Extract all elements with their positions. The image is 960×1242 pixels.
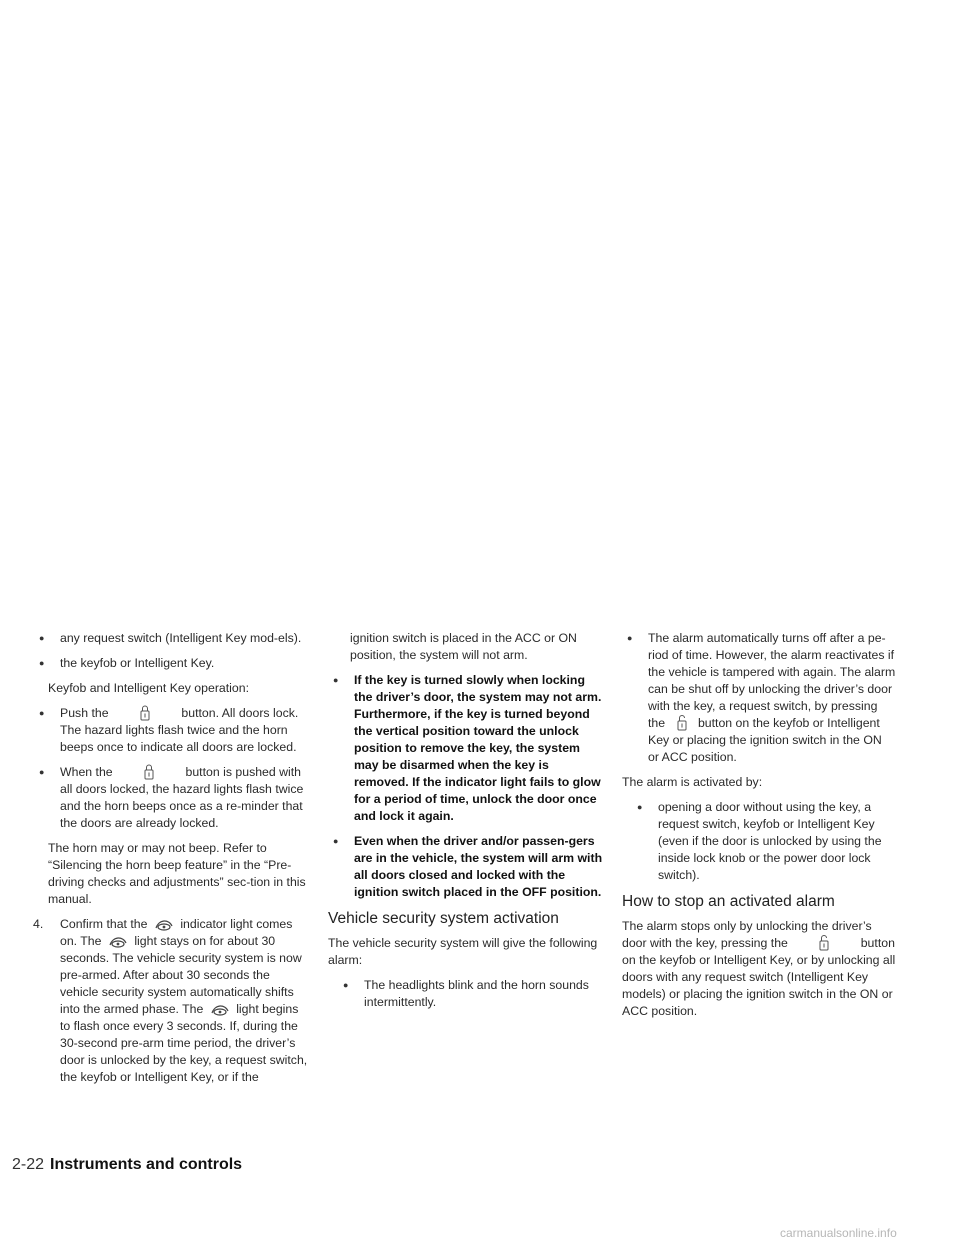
keyfob-heading: Keyfob and Intelligent Key operation: [48, 681, 249, 695]
list-item: ● opening a door without using the key, a request switch, keyfob or Intelligent Key (even if the door is unlocked by using the inside lock knob or the power door lock switch). [632, 799, 896, 884]
lock-icon [134, 705, 156, 719]
list-item: ● any request switch (Intelligent Key mod-els). [34, 630, 308, 647]
warning-item: ● If the key is turned slowly when locking the driver’s door, the system may not arm. Furthermore, if the key is turned beyond the vertical position toward the unlock position to remove the key, the system may be disarmed when the key is removed. If the indicator light fails to glow for a period of time, unlock the door once and lock it again. [328, 672, 604, 825]
column-1 [34, 630, 308, 1094]
page-number: 2-22 [12, 1156, 45, 1173]
activation-intro: The vehicle security system will give the following alarm: [328, 936, 598, 967]
security-indicator-icon [153, 916, 175, 930]
list-item: ● When the button is pushed with all doors locked, the hazard lights flash twice and the horn beeps once as a re-minder that the doors are already locked. [34, 764, 308, 832]
step-number: 4. [33, 917, 44, 931]
continuation-text: ignition switch is placed in the ACC or ON position, the system will not arm. [350, 631, 577, 662]
security-indicator-icon [107, 933, 129, 947]
warning-item: ● Even when the driver and/or passen-gers are in the vehicle, the system will arm with all doors closed and locked with the ignition switch placed in the OFF position. [328, 833, 604, 901]
stop-alarm-text: The alarm stops only by unlocking the driver’s door with the key, pressing the button on the keyfob or Intelligent Key, or by unlocking all doors with any request switch (Intelligent Key models) or placing the ignition switch in the ON or ACC position. [622, 919, 896, 1018]
page-footer [12, 1156, 242, 1174]
activated-by-label: The alarm is activated by: [622, 775, 763, 789]
unlock-icon [813, 935, 835, 949]
unlock-icon [671, 715, 693, 729]
lock-icon [138, 764, 160, 778]
list-item: ● Push the button. All doors lock. The hazard lights flash twice and the horn beeps once to indicate all doors are locked. [34, 705, 308, 756]
section-heading-activation: Vehicle security system activation [328, 910, 559, 927]
security-indicator-icon [209, 1001, 231, 1015]
section-heading-stop: How to stop an activated alarm [622, 893, 835, 910]
numbered-step: 4. Confirm that the indicator light comes on. The light stays on for about 30 seconds. The vehicle security system is now pre-armed. After about 30 seconds the vehicle security system automatically shifts into the armed phase. The light begins to flash once every 3 seconds. If, during the 30-second pre-arm time period, the driver’s door is unlocked by the key, a request switch, the keyfob or Intelligent Key, or if the [33, 917, 308, 1084]
list-item: ● the keyfob or Intelligent Key. [34, 655, 308, 672]
horn-note: The horn may or may not beep. Refer to “Silencing the horn beep feature” in the “Pre-driving checks and adjustments” sec-tion in this manual. [48, 841, 306, 906]
watermark: carmanualsonline.info [780, 1226, 897, 1240]
list-item: ● The headlights blink and the horn sounds intermittently. [338, 977, 604, 1011]
column-2 [328, 630, 604, 1019]
section-title: Instruments and controls [50, 1156, 243, 1173]
column-3 [622, 630, 896, 1028]
list-item: ● The alarm automatically turns off after a pe-riod of time. However, the alarm reactivates if the vehicle is tampered with again. The alarm can be shut off by unlocking the driver’s door with the key, a request switch, by pressing the button on the keyfob or Intelligent Key or placing the ignition switch in the ON or ACC position. [622, 630, 896, 766]
